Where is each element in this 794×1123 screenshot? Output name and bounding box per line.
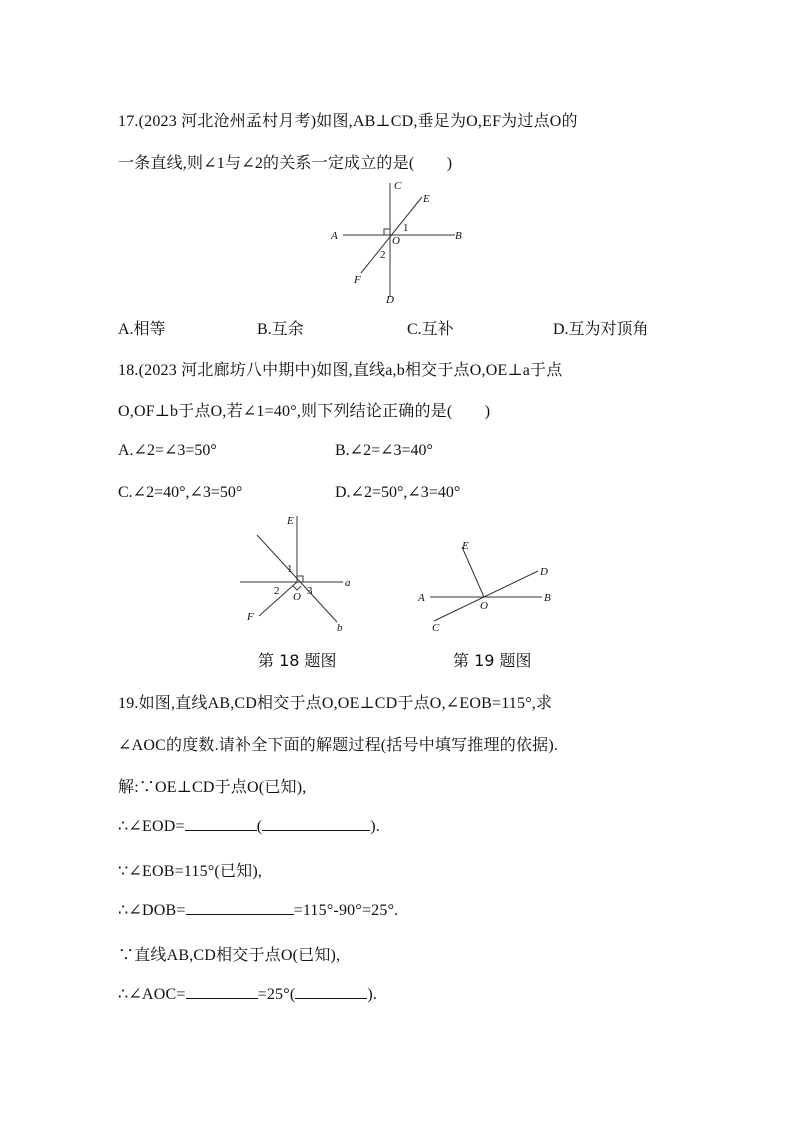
q18-text-line2: O,OF⊥b于点O,若∠1=40°,则下列结论正确的是( ) bbox=[118, 403, 491, 420]
label-angle-2: 2 bbox=[380, 249, 386, 261]
q18-figure bbox=[235, 510, 360, 635]
q19-step-6-prefix: ∴∠AOC= bbox=[118, 986, 186, 1003]
label-e: E bbox=[462, 540, 469, 552]
q19-step-2-prefix: ∴∠EOD= bbox=[118, 818, 185, 835]
label-f: F bbox=[247, 611, 254, 623]
line-cd bbox=[434, 571, 538, 621]
q17-option-d[interactable]: D.互为对顶角 bbox=[553, 321, 649, 338]
q19-step-4 bbox=[118, 900, 398, 920]
q17-option-c[interactable]: C.互补 bbox=[407, 321, 454, 338]
label-o: O bbox=[480, 600, 488, 612]
line-oe bbox=[462, 547, 484, 597]
reason-blank-aoc[interactable] bbox=[295, 984, 367, 999]
q19-step-5: ∵直线AB,CD相交于点O(已知), bbox=[118, 947, 341, 964]
label-o: O bbox=[293, 591, 301, 603]
q17-option-b[interactable]: B.互余 bbox=[257, 321, 304, 338]
q18-option-b[interactable]: B.∠2=∠3=40° bbox=[335, 442, 433, 459]
q19-step-6-close: ). bbox=[367, 986, 378, 1003]
q18-figure-caption: 第 18 题图 bbox=[258, 651, 337, 670]
q17-text-line2: 一条直线,则∠1与∠2的关系一定成立的是( ) bbox=[118, 155, 453, 172]
label-c: C bbox=[394, 180, 402, 192]
reason-blank-eod[interactable] bbox=[262, 816, 370, 831]
q18-option-c[interactable]: C.∠2=40°,∠3=50° bbox=[118, 484, 243, 501]
label-d: D bbox=[540, 566, 548, 578]
label-e: E bbox=[287, 515, 294, 527]
label-o: O bbox=[392, 235, 400, 247]
label-b: B bbox=[455, 230, 462, 242]
label-line-a: a bbox=[345, 577, 351, 589]
label-e: E bbox=[423, 193, 430, 205]
label-b: B bbox=[544, 592, 551, 604]
answer-blank-eod[interactable] bbox=[185, 816, 257, 831]
label-a: A bbox=[418, 592, 425, 604]
right-angle-mark bbox=[384, 229, 390, 235]
q18-text-line1: 18.(2023 河北廊坊八中期中)如图,直线a,b相交于点O,OE⊥a于点 bbox=[118, 362, 563, 379]
q17-text-line1: 17.(2023 河北沧州孟村月考)如图,AB⊥CD,垂足为O,EF为过点O的 bbox=[118, 113, 578, 130]
q19-step-2-open: ( bbox=[256, 818, 263, 835]
label-angle-1: 1 bbox=[403, 222, 409, 234]
label-angle-2: 2 bbox=[274, 585, 280, 597]
q19-step-1: 解:∵OE⊥CD于点O(已知), bbox=[118, 779, 307, 796]
q19-step-2 bbox=[118, 816, 380, 836]
q18-option-a[interactable]: A.∠2=∠3=50° bbox=[118, 442, 217, 459]
label-angle-1: 1 bbox=[287, 563, 293, 575]
q19-step-3: ∵∠EOB=115°(已知), bbox=[118, 863, 263, 880]
label-a: A bbox=[331, 230, 338, 242]
q19-step-6-mid: =25°( bbox=[257, 986, 296, 1003]
q19-step-2-close: ). bbox=[370, 818, 380, 835]
answer-blank-aoc[interactable] bbox=[186, 984, 258, 999]
q19-step-6 bbox=[118, 984, 377, 1004]
q19-figure bbox=[412, 535, 562, 635]
q19-step-4-prefix: ∴∠DOB= bbox=[118, 902, 186, 919]
q19-figure-caption: 第 19 题图 bbox=[453, 651, 532, 670]
q19-text-line1: 19.如图,直线AB,CD相交于点O,OE⊥CD于点O,∠EOB=115°,求 bbox=[118, 695, 553, 712]
q17-figure bbox=[325, 175, 470, 310]
label-d: D bbox=[386, 294, 394, 306]
q18-option-d[interactable]: D.∠2=50°,∠3=40° bbox=[335, 484, 461, 501]
q19-step-4-suffix: =115°-90°=25°. bbox=[293, 902, 399, 919]
q19-text-line2: ∠AOC的度数.请补全下面的解题过程(括号中填写推理的依据). bbox=[118, 737, 559, 754]
label-line-b: b bbox=[337, 622, 343, 634]
label-c: C bbox=[432, 622, 440, 634]
q17-option-a[interactable]: A.相等 bbox=[118, 321, 166, 338]
right-angle-mark-f bbox=[293, 586, 301, 590]
label-angle-3: 3 bbox=[307, 585, 313, 597]
label-f: F bbox=[354, 274, 361, 286]
answer-blank-dob[interactable] bbox=[186, 900, 294, 915]
